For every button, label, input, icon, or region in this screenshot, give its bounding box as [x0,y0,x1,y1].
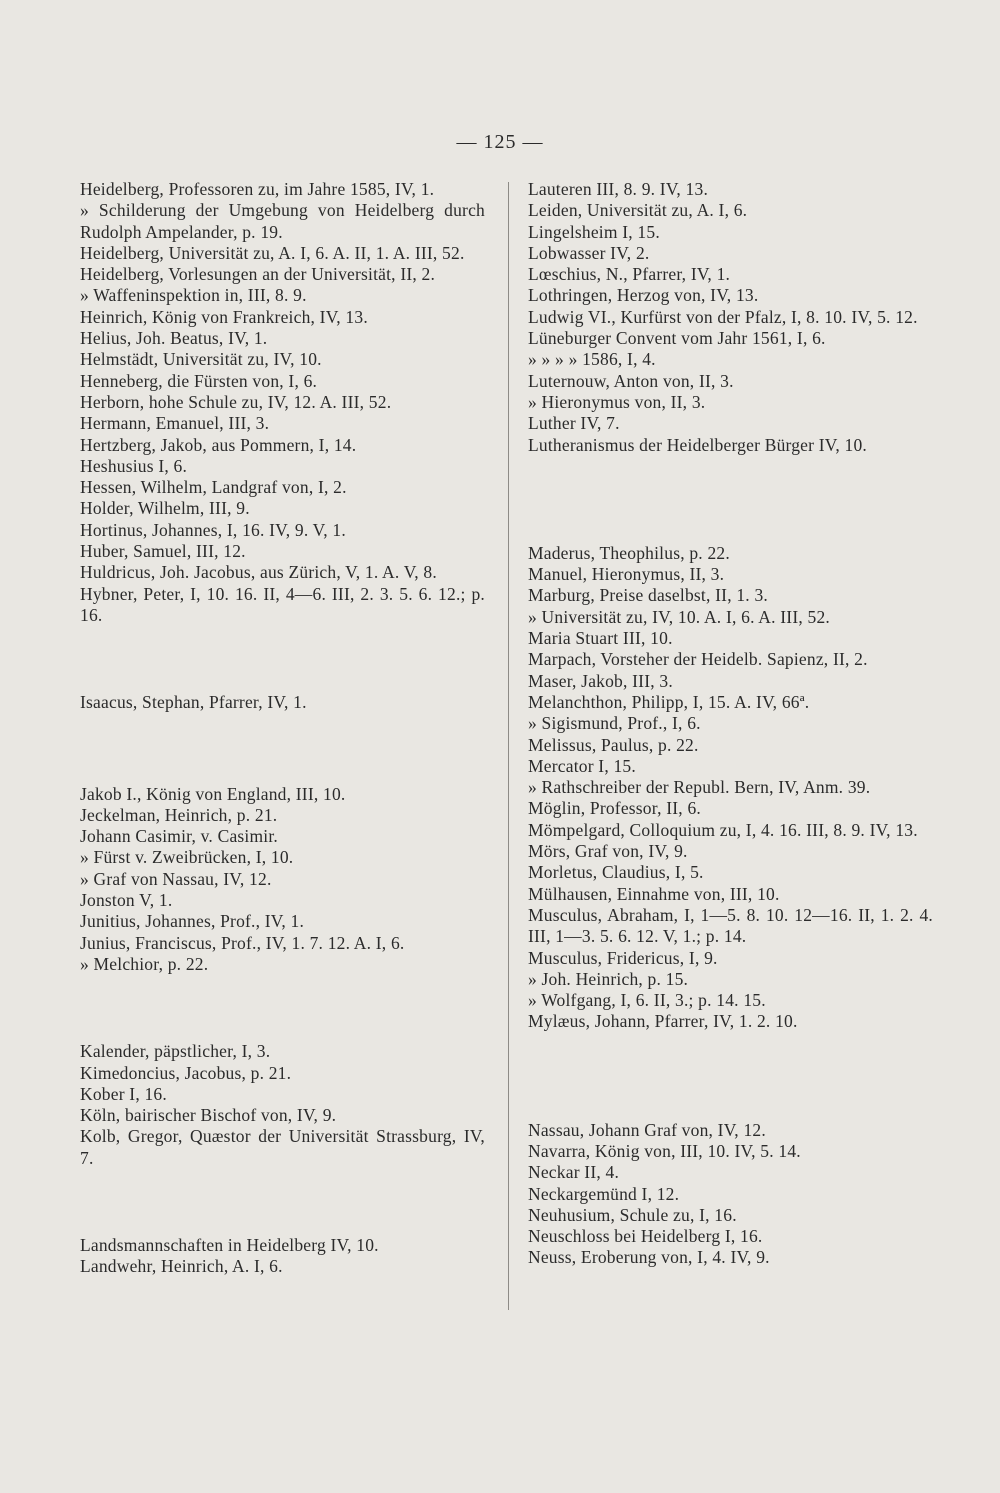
index-entry: Huber, Samuel, III, 12. [80,541,246,562]
index-entry: Kimedoncius, Jacobus, p. 21. [80,1062,292,1083]
index-entry: » Graf von Nassau, IV, 12. [80,868,272,889]
index-entry: Herborn, hohe Schule zu, IV, 12. A. III, 52. [80,391,392,412]
index-entry: Manuel, Hieronymus, II, 3. [528,564,725,585]
index-entry: Landsmannschaften in Heidelberg IV, 10. [80,1234,379,1255]
index-entry: » Wolfgang, I, 6. II, 3.; p. 14. 15. [528,990,766,1011]
index-entry: Neuschloss bei Heidelberg I, 16. [528,1226,763,1247]
index-entry: Navarra, König von, III, 10. IV, 5. 14. [528,1140,801,1161]
index-entry: » Rathschreiber der Republ. Bern, IV, Anm. 39. [528,777,871,798]
index-entry: Hermann, Emanuel, III, 3. [80,413,270,434]
index-entry: » Melchior, p. 22. [80,953,209,974]
index-entry: » Universität zu, IV, 10. A. I, 6. A. III, 52. [528,606,830,627]
index-entry: Hertzberg, Jakob, aus Pommern, I, 14. [80,434,357,455]
index-entry: Mylæus, Johann, Pfarrer, IV, 1. 2. 10. [528,1011,798,1032]
index-entry: Marburg, Preise daselbst, II, 1. 3. [528,585,768,606]
index-entry: Kober I, 16. [80,1083,167,1104]
index-entry: Holder, Wilhelm, III, 9. [80,498,250,519]
index-entry: Lutheranismus der Heidelberger Bürger IV, 10. [528,434,867,455]
index-entry: Henneberg, die Fürsten von, I, 6. [80,370,318,391]
column-divider [508,182,509,1310]
index-entry: Nassau, Johann Graf von, IV, 12. [528,1119,766,1140]
index-entry: Hybner, Peter, I, 10. 16. II, 4—6. III, 2. 3. 5. 6. 12.; p. 16. [80,583,485,625]
index-column-left [80,179,485,1278]
index-entry: Junitius, Johannes, Prof., IV, 1. [80,911,305,932]
index-entry: Melanchthon, Philipp, I, 15. A. IV, 66ª. [528,691,810,712]
index-entry: Lüneburger Convent vom Jahr 1561, I, 6. [528,328,826,349]
index-entry: Mercator I, 15. [528,755,636,776]
index-entry: » Sigismund, Prof., I, 6. [528,713,701,734]
index-entry: Mülhausen, Einnahme von, III, 10. [528,883,780,904]
index-entry: Isaacus, Stephan, Pfarrer, IV, 1. [80,692,307,713]
index-entry: Neuhusium, Schule zu, I, 16. [528,1204,737,1225]
index-entry: Lauteren III, 8. 9. IV, 13. [528,179,709,199]
index-entry: Landwehr, Heinrich, A. I, 6. [80,1256,283,1277]
index-entry: Junius, Franciscus, Prof., IV, 1. 7. 12. A. I, 6. [80,932,405,953]
index-column-right [528,179,933,1269]
index-entry: Heinrich, König von Frankreich, IV, 13. [80,306,368,327]
index-entry: » Fürst v. Zweibrücken, I, 10. [80,847,294,868]
index-entry: Lobwasser IV, 2. [528,242,650,263]
index-entry: Jonston V, 1. [80,890,173,911]
index-entry: Neckargemünd I, 12. [528,1183,680,1204]
index-entry: Leiden, Universität zu, A. I, 6. [528,200,748,221]
index-entry: Lothringen, Herzog von, IV, 13. [528,285,759,306]
index-entry: Helmstädt, Universität zu, IV, 10. [80,349,322,370]
index-entry: Maderus, Theophilus, p. 22. [528,542,730,563]
index-entry: Morletus, Claudius, I, 5. [528,862,704,883]
index-entry: Neuss, Eroberung von, I, 4. IV, 9. [528,1247,770,1268]
index-entry: Musculus, Fridericus, I, 9. [528,947,718,968]
index-entry: » Joh. Heinrich, p. 15. [528,968,689,989]
index-entry: Kalender, päpstlicher, I, 3. [80,1041,271,1062]
index-entry: Köln, bairischer Bischof von, IV, 9. [80,1105,337,1126]
index-entry: » » » » 1586, I, 4. [528,349,656,370]
index-entry: Jakob I., König von England, III, 10. [80,783,346,804]
index-entry: Jeckelman, Heinrich, p. 21. [80,804,278,825]
index-entry: Luternouw, Anton von, II, 3. [528,370,734,391]
index-entry: Mörs, Graf von, IV, 9. [528,841,688,862]
index-entry: Johann Casimir, v. Casimir. [80,826,279,847]
index-entry: Lœschius, N., Pfarrer, IV, 1. [528,264,731,285]
index-entry: Möglin, Professor, II, 6. [528,798,701,819]
index-entry: Melissus, Paulus, p. 22. [528,734,699,755]
index-entry: Marpach, Vorsteher der Heidelb. Sapienz, II, 2. [528,649,868,670]
index-entry: Mömpelgard, Colloquium zu, I, 4. 16. III, 8. 9. IV, 13. [528,819,918,840]
index-entry: » Hieronymus von, II, 3. [528,391,706,412]
page-number: — 125 — [456,131,544,153]
index-entry: Hessen, Wilhelm, Landgraf von, I, 2. [80,477,347,498]
index-entry: Helius, Joh. Beatus, IV, 1. [80,328,268,349]
index-entry: Kolb, Gregor, Quæstor der Universität Strassburg, IV, 7. [80,1126,485,1168]
index-entry: Heidelberg, Vorlesungen an der Universität, II, 2. [80,264,436,285]
index-entry: Ludwig VI., Kurfürst von der Pfalz, I, 8. 10. IV, 5. 12. [528,306,918,327]
index-entry: Lingelsheim I, 15. [528,221,660,242]
index-entry: » Waffeninspektion in, III, 8. 9. [80,285,307,306]
index-entry: Heshusius I, 6. [80,455,188,476]
index-entry: Huldricus, Joh. Jacobus, aus Zürich, V, 1. A. V, 8. [80,562,437,583]
index-entry: Musculus, Abraham, I, 1—5. 8. 10. 12—16. II, 1. 2. 4. III, 1—3. 5. 6. 12. V, 1.; p. 14. [528,904,933,947]
index-entry: Maser, Jakob, III, 3. [528,670,673,691]
index-entry: » Schilderung der Umgebung von Heidelberg durch Rudolph Ampelander, p. 19. [80,200,485,242]
index-entry: Heidelberg, Professoren zu, im Jahre 1585, IV, 1. [80,179,435,199]
index-entry: Neckar II, 4. [528,1162,620,1183]
index-entry: Hortinus, Johannes, I, 16. IV, 9. V, 1. [80,519,346,540]
index-entry: Luther IV, 7. [528,413,620,434]
index-entry: Maria Stuart III, 10. [528,628,673,649]
index-entry: Heidelberg, Universität zu, A. I, 6. A. II, 1. A. III, 52. [80,242,465,263]
